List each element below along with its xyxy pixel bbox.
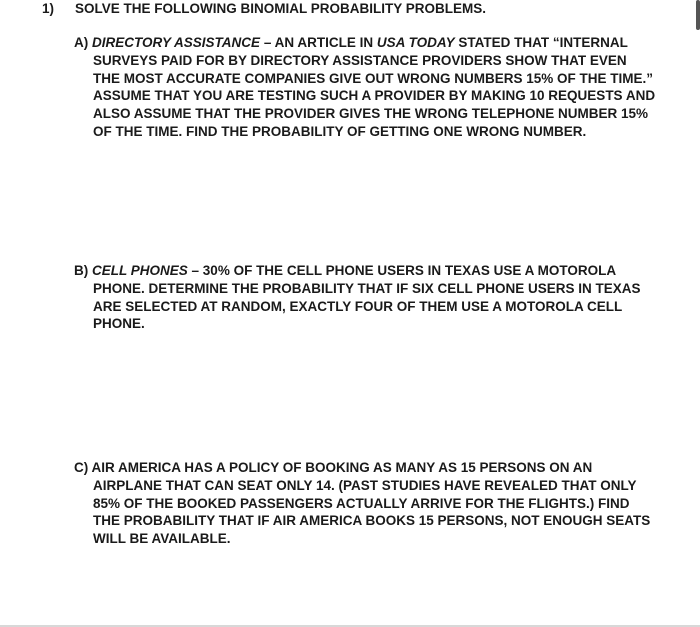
problem-letter: B) [74,263,89,278]
problem-text: AN ARTICLE IN [274,35,377,50]
section-number: 1) [42,1,55,16]
problem-line: AIRPLANE THAT CAN SEAT ONLY 14. (PAST STUDIES HAVE REVEALED THAT ONLY [93,477,637,493]
scrollbar-thumb[interactable] [696,0,700,30]
problem-text: 30% OF THE CELL PHONE USERS IN TEXAS USE A MOTOROLA [202,263,617,278]
problem-line: SURVEYS PAID FOR BY DIRECTORY ASSISTANCE PROVIDERS SHOW THAT EVEN [93,52,627,68]
publication-name: USA TODAY [376,35,455,50]
problem-line: PHONE. DETERMINE THE PROBABILITY THAT IF SIX CELL PHONE USERS IN TEXAS [93,280,641,296]
problem-title: DIRECTORY ASSISTANCE [92,35,261,50]
section-heading-text: SOLVE THE FOLLOWING BINOMIAL PROBABILITY PROBLEMS. [75,1,487,16]
problem-line: OF THE TIME. FIND THE PROBABILITY OF GETTING ONE WRONG NUMBER. [93,123,587,139]
problem-line [74,262,664,280]
section-heading [42,0,486,18]
problem-line: THE MOST ACCURATE COMPANIES GIVE OUT WRONG NUMBERS 15% OF THE TIME.” [93,70,654,86]
problem-line: ASSUME THAT YOU ARE TESTING SUCH A PROVIDER BY MAKING 10 REQUESTS AND [93,88,656,104]
title-dash: – [260,35,275,50]
problem-text: AIR AMERICA HAS A POLICY OF BOOKING AS MANY AS 15 PERSONS ON AN [91,460,593,475]
problem-line: WILL BE AVAILABLE. [93,531,231,547]
problem-line: 85% OF THE BOOKED PASSENGERS ACTUALLY ARRIVE FOR THE FLIGHTS.) FIND [93,495,630,511]
problem-line: PHONE. [93,316,145,332]
problem-letter: C) [74,460,89,475]
problem-a [74,34,664,141]
problem-b [74,262,664,333]
problem-line: THE PROBABILITY THAT IF AIR AMERICA BOOKS 15 PERSONS, NOT ENOUGH SEATS [93,513,651,529]
title-dash: – [187,263,203,278]
problem-line: ALSO ASSUME THAT THE PROVIDER GIVES THE WRONG TELEPHONE NUMBER 15% [93,106,649,122]
problem-title: CELL PHONES [92,263,188,278]
problem-line [74,459,664,477]
problem-line: ARE SELECTED AT RANDOM, EXACTLY FOUR OF THEM USE A MOTOROLA CELL [93,298,623,314]
problem-letter: A) [74,35,89,50]
problem-line [74,34,664,52]
problem-c [74,459,664,548]
problem-text: STATED THAT “INTERNAL [454,35,628,50]
